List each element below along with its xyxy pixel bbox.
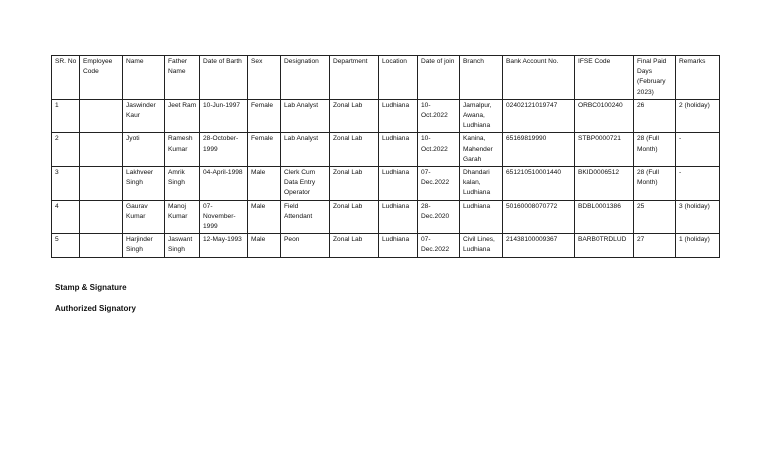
cell-department: Zonal Lab	[330, 234, 379, 257]
cell-location: Ludhiana	[379, 200, 418, 234]
cell-father-name: Jeet Ram	[165, 99, 200, 133]
cell-bank-account: 65169819990	[503, 133, 575, 167]
cell-name: Harjinder Singh	[123, 234, 165, 257]
cell-employee-code	[80, 200, 123, 234]
cell-date-of-join: 10-Oct.2022	[418, 133, 460, 167]
header-employee-code: Employee Code	[80, 56, 123, 100]
cell-date-of-join: 07-Dec.2022	[418, 167, 460, 201]
cell-sr-no: 3	[52, 167, 80, 201]
table-row	[52, 167, 720, 201]
cell-employee-code	[80, 234, 123, 257]
cell-final-paid-days: 26	[634, 99, 676, 133]
header-final-paid-days: Final Paid Days (February 2023)	[634, 56, 676, 100]
header-remarks: Remarks	[676, 56, 720, 100]
cell-date-of-birth: 10-Jun-1997	[200, 99, 248, 133]
cell-location: Ludhiana	[379, 99, 418, 133]
header-date-of-join: Date of join	[418, 56, 460, 100]
cell-designation: Lab Analyst	[281, 99, 330, 133]
cell-branch: Kanina, Mahender Garah	[460, 133, 503, 167]
cell-final-paid-days: 28 (Full Month)	[634, 167, 676, 201]
employee-table	[51, 55, 720, 258]
cell-final-paid-days: 28 (Full Month)	[634, 133, 676, 167]
cell-branch: Dhandari kalan, Ludhiana	[460, 167, 503, 201]
cell-date-of-birth: 28-October-1999	[200, 133, 248, 167]
cell-remarks: -	[676, 133, 720, 167]
cell-department: Zonal Lab	[330, 200, 379, 234]
cell-department: Zonal Lab	[330, 167, 379, 201]
header-bank-account: Bank Account No.	[503, 56, 575, 100]
cell-bank-account: 50160008070772	[503, 200, 575, 234]
cell-sr-no: 5	[52, 234, 80, 257]
header-sr-no: SR. No	[52, 56, 80, 100]
cell-location: Ludhiana	[379, 133, 418, 167]
cell-date-of-join: 07-Dec.2022	[418, 234, 460, 257]
table-row	[52, 200, 720, 234]
cell-department: Zonal Lab	[330, 133, 379, 167]
cell-branch: Ludhiana	[460, 200, 503, 234]
table-row	[52, 234, 720, 257]
cell-ifse-code: ORBC0100240	[575, 99, 634, 133]
cell-sex: Male	[248, 167, 281, 201]
cell-ifse-code: BARB0TRDLUD	[575, 234, 634, 257]
cell-date-of-birth: 07-November-1999	[200, 200, 248, 234]
cell-final-paid-days: 27	[634, 234, 676, 257]
cell-remarks: 3 (holiday)	[676, 200, 720, 234]
cell-designation: Lab Analyst	[281, 133, 330, 167]
header-name: Name	[123, 56, 165, 100]
header-ifse-code: IFSE Code	[575, 56, 634, 100]
cell-father-name: Amrik Singh	[165, 167, 200, 201]
cell-bank-account: 651210510001440	[503, 167, 575, 201]
header-date-of-birth: Date of Barth	[200, 56, 248, 100]
header-father-name: Father Name	[165, 56, 200, 100]
cell-designation: Field Attendant	[281, 200, 330, 234]
cell-ifse-code: BKID0006512	[575, 167, 634, 201]
cell-date-of-birth: 04-April-1998	[200, 167, 248, 201]
cell-department: Zonal Lab	[330, 99, 379, 133]
cell-sex: Female	[248, 99, 281, 133]
cell-sr-no: 2	[52, 133, 80, 167]
cell-final-paid-days: 25	[634, 200, 676, 234]
cell-branch: Civil Lines, Ludhiana	[460, 234, 503, 257]
cell-branch: Jamalpur, Awana, Ludhiana	[460, 99, 503, 133]
cell-sr-no: 1	[52, 99, 80, 133]
cell-employee-code	[80, 133, 123, 167]
cell-sex: Male	[248, 234, 281, 257]
cell-designation: Peon	[281, 234, 330, 257]
cell-father-name: Jaswant Singh	[165, 234, 200, 257]
cell-remarks: -	[676, 167, 720, 201]
cell-name: Lakhveer Singh	[123, 167, 165, 201]
cell-date-of-join: 28-Dec.2020	[418, 200, 460, 234]
cell-date-of-join: 10-Oct.2022	[418, 99, 460, 133]
table-row	[52, 99, 720, 133]
cell-remarks: 1 (holiday)	[676, 234, 720, 257]
header-sex: Sex	[248, 56, 281, 100]
cell-father-name: Manoj Kumar	[165, 200, 200, 234]
employee-sheet	[51, 55, 719, 258]
cell-bank-account: 02402121019747	[503, 99, 575, 133]
cell-employee-code	[80, 99, 123, 133]
cell-father-name: Ramesh Kumar	[165, 133, 200, 167]
cell-ifse-code: STBP0000721	[575, 133, 634, 167]
table-row	[52, 133, 720, 167]
cell-designation: Clerk Cum Data Entry Operator	[281, 167, 330, 201]
cell-location: Ludhiana	[379, 234, 418, 257]
cell-bank-account: 21438100009367	[503, 234, 575, 257]
cell-sex: Female	[248, 133, 281, 167]
cell-sr-no: 4	[52, 200, 80, 234]
authorized-signatory-label: Authorized Signatory	[55, 304, 136, 313]
header-department: Department	[330, 56, 379, 100]
cell-remarks: 2 (holiday)	[676, 99, 720, 133]
stamp-signature-label: Stamp & Signature	[55, 283, 127, 292]
cell-name: Gaurav Kumar	[123, 200, 165, 234]
header-designation: Designation	[281, 56, 330, 100]
cell-sex: Male	[248, 200, 281, 234]
cell-location: Ludhiana	[379, 167, 418, 201]
table-header-row	[52, 56, 720, 100]
cell-ifse-code: BDBL0001386	[575, 200, 634, 234]
header-branch: Branch	[460, 56, 503, 100]
cell-name: Jyoti	[123, 133, 165, 167]
cell-date-of-birth: 12-May-1993	[200, 234, 248, 257]
header-location: Location	[379, 56, 418, 100]
cell-name: Jaswinder Kaur	[123, 99, 165, 133]
cell-employee-code	[80, 167, 123, 201]
